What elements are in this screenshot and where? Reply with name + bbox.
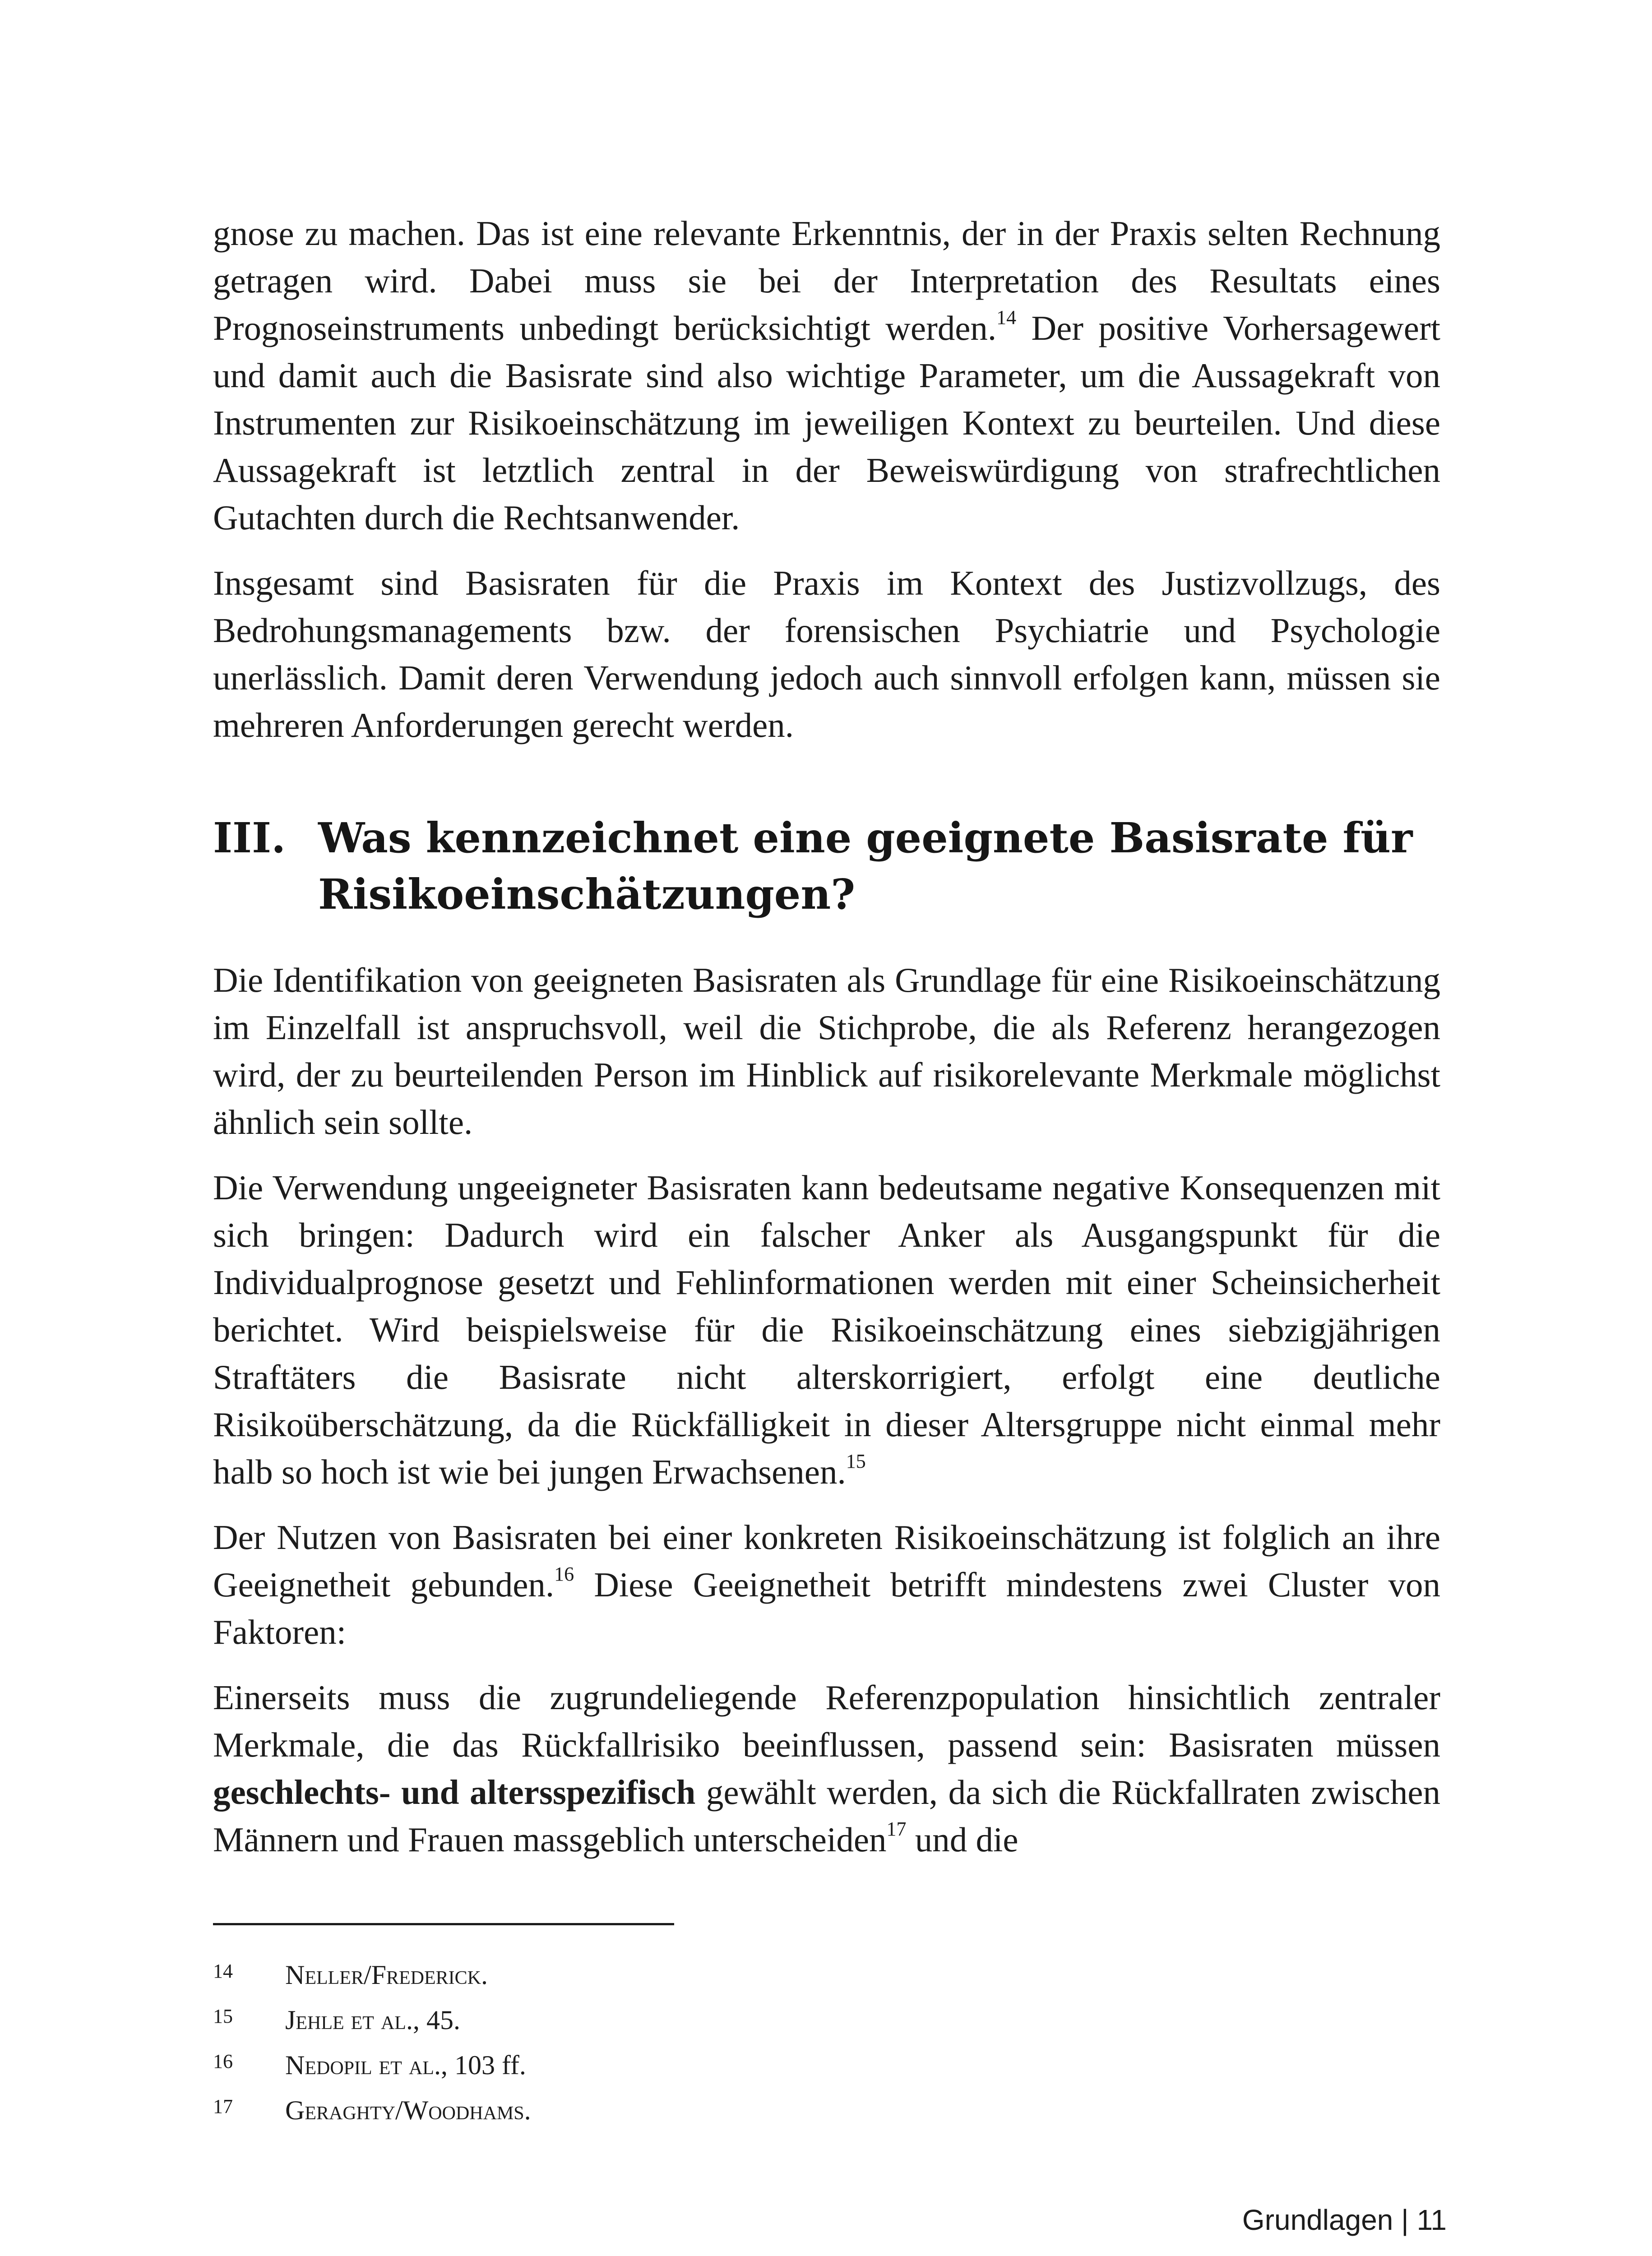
page-number: 11 — [1416, 2204, 1447, 2236]
paragraph-2: Insgesamt sind Basisraten für die Praxis im Kontext des Justizvollzugs, des Bedrohungsmanagements bzw. der forensischen Psychiatrie und Psychologie unerlässlich. Damit deren Verwendung jedoch auch sinnvoll erfolgen kann, müssen sie mehreren Anforderungen gerecht werden. — [213, 564, 1440, 744]
paragraph-3: Die Identifikation von geeigneten Basisraten als Grundlage für eine Risikoeinschätzung im Einzelfall ist anspruchsvoll, weil die Stichprobe, die als Referenz herangezogen wird, der zu beurteilenden Person im Hinblick auf risikorelevante Merkmale möglichst ähnlich sein sollte. — [213, 961, 1440, 1142]
running-section-title: Grundlagen — [1242, 2204, 1393, 2236]
paragraph-5-text-b: Diese Geeignetheit betrifft mindestens zwei Cluster von Faktoren: — [213, 1565, 1440, 1651]
footnote-16 — [213, 2044, 1440, 2089]
paragraph-6-text-a: Einerseits muss die zugrundeliegende Referenzpopulation hinsichtlich zentraler Merkmale, die das Rückfallrisiko beeinflussen, passend sein: Basisraten müssen — [213, 1678, 1440, 1764]
paragraph-1-text-a: gnose zu machen. Das ist eine relevante Erkenntnis, der in der Praxis selten Rechnung getragen wird. Dabei muss sie bei der Interpretation des Resultats eines Prognoseinstruments unbedingt berücksichtigt werden. — [213, 214, 1440, 347]
section-title-line-2: Risikoeinschätzungen? — [318, 870, 856, 919]
footnote-text: Geraghty/Woodhams. — [285, 2095, 531, 2125]
paragraph-1-text-b: Der positive Vorhersagewert und damit auch die Basisrate sind also wichtige Parameter, um die Aussagekraft von Instrumenten zur Risikoeinschätzung im jeweiligen Kontext zu beurteilen. Und diese Aussagekraft ist letztlich zentral in der Beweiswürdigung von strafrechtlichen Gutachten durch die Rechtsanwender. — [213, 309, 1440, 537]
footnote-ref-14[interactable]: 14 — [996, 306, 1017, 329]
paragraph-4-text: Die Verwendung ungeeigneter Basisraten kann bedeutsame negative Konsequenzen mit sich bringen: Dadurch wird ein falscher Anker als Ausgangspunkt für die Individualprognose gesetzt und Fehlinformationen werden mit einer Scheinsicherheit berichtet. Wird beispielsweise für die Risikoeinschätzung eines siebzigjährigen Straftäters die Basisrate nicht alterskorrigiert, erfolgt eine deutliche Risikoüberschätzung, da die Rückfälligkeit in dieser Altersgruppe nicht einmal mehr halb so hoch ist wie bei jungen Erwachsenen. — [213, 1168, 1440, 1491]
paragraph-1 — [213, 210, 1440, 541]
footnote-number: 17 — [213, 2095, 233, 2117]
footnote-14 — [213, 1954, 1440, 1999]
paragraph-5 — [213, 1514, 1440, 1656]
footnote-15 — [213, 1999, 1440, 2044]
footnote-ref-17[interactable]: 17 — [886, 1818, 907, 1840]
section-title-line-1: Was kennzeichnet eine geeignete Basisrate für — [318, 814, 1413, 862]
footnote-number: 16 — [213, 2050, 233, 2072]
paragraph-6-bold-phrase: geschlechts- und altersspezifisch — [213, 1773, 696, 1812]
footnote-suffix: , 103 ff. — [440, 2050, 526, 2080]
footnote-number: 14 — [213, 1960, 233, 1982]
section-title — [318, 810, 1440, 923]
footnote-text: Jehle et al. — [285, 2005, 413, 2035]
footnotes — [213, 1954, 1440, 2134]
footnote-number: 15 — [213, 2005, 233, 2027]
main-text — [213, 210, 1440, 1863]
page-footer — [1242, 2202, 1447, 2238]
footnote-text: Neller/Frederick. — [285, 1960, 488, 1990]
footnote-ref-16[interactable]: 16 — [554, 1563, 574, 1586]
section-number: III. — [213, 814, 286, 862]
section-heading — [213, 810, 1440, 923]
footnote-suffix: , 45. — [412, 2005, 460, 2035]
paragraph-6-text-b: gewählt werden, da sich die Rückfallraten zwischen Männern und Frauen massgeblich unterscheiden — [213, 1773, 1440, 1859]
footnote-text: Nedopil et al. — [285, 2050, 441, 2080]
footnote-separator — [213, 1923, 674, 1925]
paragraph-4 — [213, 1164, 1440, 1496]
footer-separator: | — [1401, 2204, 1409, 2236]
paragraph-6 — [213, 1674, 1440, 1863]
footnote-text-wrap — [285, 2044, 526, 2087]
paragraph-5-text-a: Der Nutzen von Basisraten bei einer konkreten Risikoeinschätzung ist folglich an ihre Geeignetheit gebunden. — [213, 1518, 1440, 1604]
footnote-17 — [213, 2089, 1440, 2134]
paragraph-6-text-c: und die — [906, 1820, 1018, 1859]
footnote-ref-15[interactable]: 15 — [846, 1450, 866, 1473]
footnote-text-wrap — [285, 1999, 460, 2042]
